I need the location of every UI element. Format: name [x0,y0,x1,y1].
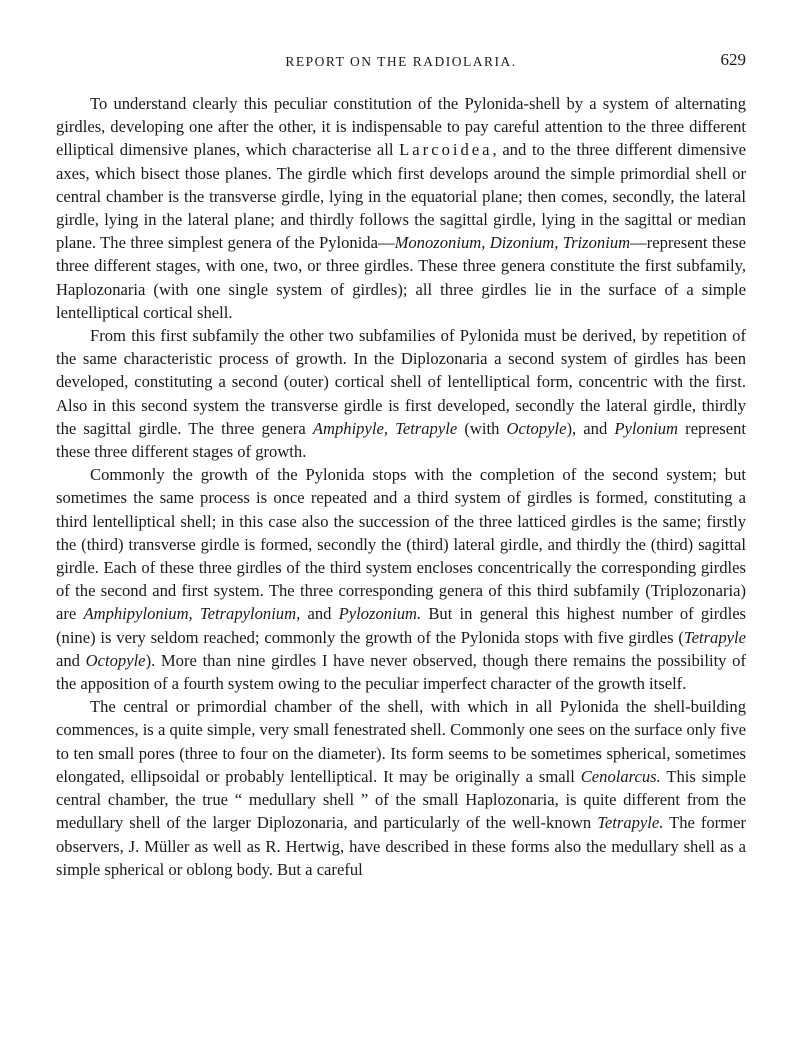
text-run: Commonly the growth of the Pylonida stops with the completion of the second system; but sometimes the same process is once repeated and a third system of girdles is formed, constituting a third lentelliptical shell; in this case also the succession of the three latticed girdles is the same; firstly the (third) transverse girdle is formed, secondly the (third) lateral girdle, and thirdly the (third) sagittal girdle. Each of these three girdles of the third system encloses concentrically the corresponding girdles of the second and first system. The three corresponding genera of this third subfamily (Triplozonaria) are [56,465,746,624]
italic-text: Pylonium [614,418,679,438]
italic-text: Octopyle [506,418,567,438]
paragraph [56,324,746,463]
text-run: and [300,604,339,624]
text-run: The central or primordial chamber of the shell, with which in all Pylonida the shell-building commences, is a quite simple, very small fenestrated shell. Commonly one sees on the surface only five to ten small pores (three to four on the diameter). Its form seems to be sometimes spherical, sometimes elongated, ellipsoidal or probably lentelliptical. It may be originally a small [56,697,746,786]
text-run: , and to the three different dimensive axes, which bisect those planes. The girdle which first develops around the simple primordial shell or central chamber is the transverse girdle, lying in the equatorial plane; then comes, secondly, the lateral girdle, lying in the lateral plane; and thirdly follows the sagittal girdle, lying in the sagittal or median plane. The three simplest genera of the Pylonida— [56,140,746,253]
running-head [56,50,746,74]
italic-text: Cenolarcus. [580,766,661,786]
text-run: From this first subfamily the other two subfamilies of Pylonida must be derived, by repetition of the same characteristic process of growth. In the Diplozonaria a second system of girdles has been developed, constituting a second (outer) cortical shell of lentelliptical form, concentric with the first. Also in this second system the transverse girdle is first developed, secondly the lateral girdle, thirdly the sagittal girdle. The three genera [56,326,746,438]
text-run: This simple central chamber, the true “ medullary shell ” of the small Haplozonaria, is quite different from the medullary shell of the larger Diplozonaria, and particularly of the well-known [56,766,747,833]
text-run: (with [457,418,507,438]
italic-text: Monozonium, Dizonium, Trizonium [394,233,631,253]
spaced-text: Larcoidea [399,140,493,160]
text-run: But in general this highest number of girdles (nine) is very seldom reached; commonly the growth of the Pylonida stops with five girdles ( [56,604,747,647]
text-run: To understand clearly this peculiar constitution of the Pylonida-shell by a system of alternating girdles, developing one after the other, it is indispensable to pay careful attention to the three different elliptical dimensive planes, which characterise all [56,94,746,160]
text-run: and [56,650,86,670]
italic-text: Tetrapyle [683,627,746,647]
paragraph [56,695,746,881]
text-run: ). More than nine girdles I have never observed, though there remains the possibility of the apposition of a fourth system owing to the peculiar imperfect character of the growth itself. [56,650,746,694]
text-run: —represent these three different stages, with one, two, or three girdles. These three genera constitute the first subfamily, Haplozonaria (with one single system of girdles); all three girdles lie in the surface of a simple lentelliptical cortical shell. [56,233,746,322]
paragraph [56,92,746,324]
italic-text: Octopyle [85,650,146,670]
text-run: The former observers, J. Müller as well as R. Hertwig, have described in these forms also the medullary shell as a simple spherical or oblong body. But a careful [56,813,746,879]
italic-text: Tetrapyle. [597,813,664,833]
page-number: 629 [720,50,746,69]
paragraph [56,463,746,695]
italic-text: Amphipylonium, Tetrapylonium, [83,604,301,624]
body-text [56,92,746,881]
running-title: REPORT ON THE RADIOLARIA. [285,54,517,69]
text-run: ), and [566,418,615,438]
text-run: represent these three different stages of growth. [56,418,746,462]
italic-text: Pylozonium. [338,604,422,624]
italic-text: Amphipyle, Tetrapyle [312,418,458,438]
